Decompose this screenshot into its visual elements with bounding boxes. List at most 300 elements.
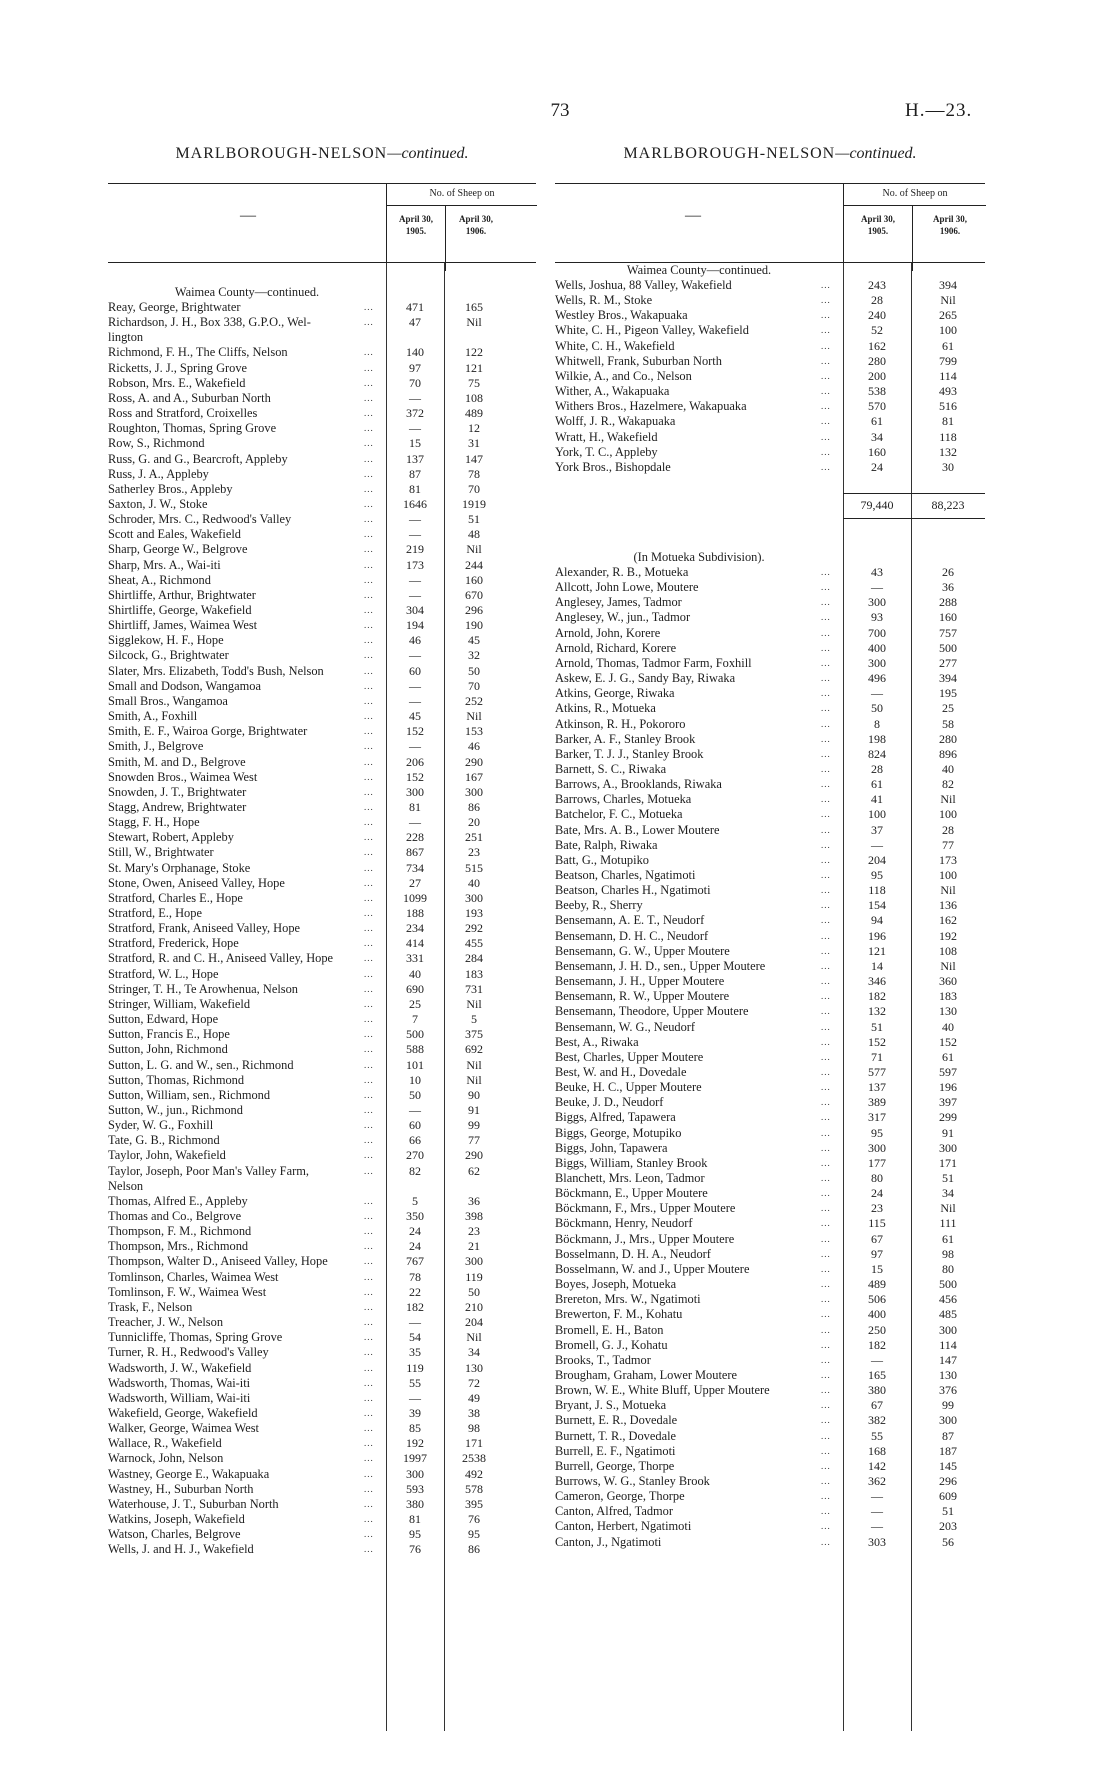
owner-name: Wells, J. and H. J., Wakefield [108,1542,254,1557]
sheep-1906: 119 [465,1269,483,1284]
leader-dots: ... [364,605,374,615]
owner-name: York Bros., Bishopdale [555,459,671,474]
total-1905: 79,440 [860,498,894,512]
owner-name: Bensemann, D. H. C., Neudorf [555,928,709,943]
leader-dots: ... [821,779,831,790]
sheep-1906: 51 [468,512,480,527]
sheep-1906: 38 [468,1405,480,1420]
owner-name: Sutton, W., jun., Richmond [108,1102,243,1117]
owner-name: Watkins, Joseph, Wakefield [108,1512,245,1526]
sheep-1906: 132 [939,444,957,459]
sheep-1905: 5 [412,1193,418,1208]
leader-dots: ... [364,1453,374,1464]
table-row [108,467,504,482]
leader-dots: ... [821,763,831,774]
leader-dots: ... [821,809,831,820]
owner-name: Arnold, John, Korere [555,625,661,640]
sheep-1905: 118 [868,883,886,898]
table-row [108,1512,504,1527]
table-row [555,1156,985,1171]
sheep-1906: 167 [465,769,483,784]
owner-name: Stringer, T. H., Te Arowhenua, Nelson [108,981,298,996]
leader-dots: ... [364,589,374,600]
sheep-1906: 86 [468,1542,480,1557]
owner-name: Wells, Joshua, 88 Valley, Wakefield [555,278,732,292]
sheep-1905: — [409,421,421,436]
sheep-1905: 140 [406,345,424,360]
leader-dots: ... [821,1263,831,1274]
table-row [555,1323,985,1338]
leader-dots: ... [364,1498,374,1509]
owner-name: Syder, W. G., Foxhill [108,1118,214,1133]
leader-dots: ... [821,1294,831,1305]
owner-name: White, C. H., Pigeon Valley, Wakefield [555,323,749,338]
sheep-1905: — [871,1489,883,1504]
table-row [108,1088,504,1103]
table-row [555,701,985,716]
owner-name: Small and Dodson, Wangamoa [108,678,261,693]
owner-name: Stagg, F. H., Hope [108,815,200,830]
sheep-1906: Nil [940,293,956,308]
leader-dots: ... [364,1301,374,1312]
sheep-1906: 86 [468,799,480,814]
sheep-1905: 577 [868,1064,886,1079]
owner-name: Batt, G., Motupiko [555,852,649,867]
sheep-1905: 303 [868,1534,886,1549]
leader-dots: ... [364,438,374,449]
leader-dots: ... [364,1104,374,1115]
sheep-1906: 36 [468,1193,480,1208]
table-row [555,641,985,656]
table-row [108,1164,504,1179]
owner-name: St. Mary's Orphanage, Stoke [108,860,251,875]
leader-dots: ... [821,1066,831,1077]
owner-name: Wratt, H., Wakefield [555,429,658,444]
left-title-main: MARLBOROUGH-NELSON [175,145,388,162]
sheep-1905: 588 [406,1042,424,1057]
sheep-1905: 372 [406,406,424,421]
table-row [555,1459,985,1474]
col-1906-label-2: 1906. [939,226,961,236]
owner-name: Turner, R. H., Redwood's Valley [108,1345,269,1360]
leader-dots: ... [821,1006,831,1017]
header-rule-bottom [108,262,536,263]
owner-name: Silcock, G., Brightwater [108,648,229,663]
leader-dots: ... [821,854,831,865]
sheep-1906: 395 [465,1496,483,1511]
table-row [555,1095,985,1110]
table-row [108,452,504,467]
table-row [555,807,985,822]
owner-name: Böckmann, F., Mrs., Upper Moutere [555,1201,736,1216]
table-row [108,709,504,724]
sheep-1905: 198 [868,731,886,746]
sheep-1905: 7 [412,1012,418,1027]
sheep-1905: 100 [868,807,886,822]
sheep-1906: 130 [939,1367,957,1382]
table-row [555,913,985,928]
sheep-1905: 867 [406,845,424,860]
sheep-1906: 40 [942,761,954,776]
sheep-1905: 204 [868,852,886,867]
table-row [555,354,985,369]
sheep-1905: 270 [406,1148,424,1163]
sheep-1906: Nil [466,1072,482,1087]
sheep-1906: 288 [939,595,957,610]
sheep-1905: 538 [868,384,886,399]
sheep-1905: 60 [409,1118,421,1133]
leader-dots: ... [821,1339,831,1350]
owner-name: Bensemann, J. H., Upper Moutere [555,974,725,989]
leader-dots: ... [821,733,831,744]
table-row [108,951,504,966]
sheep-1905: 194 [406,618,424,633]
table-row [555,1201,985,1216]
owner-name: Burnett, E. R., Dovedale [555,1413,678,1428]
leader-dots: ... [364,1211,374,1221]
leader-dots: ... [821,673,831,684]
sheep-1905: 27 [409,875,421,890]
table-row [108,376,504,391]
sheep-1905: — [871,837,883,852]
leader-dots: ... [821,1173,831,1183]
sheep-1906: 203 [939,1519,957,1534]
leader-dots: ... [364,347,374,358]
owner-name: Bryant, J. S., Motueka [555,1398,667,1413]
sheep-1905: 60 [409,663,421,678]
table-row [555,399,985,414]
sheep-1906: 34 [942,1186,954,1201]
sheep-1905: 1997 [403,1451,427,1466]
owner-name: Whitwell, Frank, Suburban North [555,353,722,368]
leader-dots: ... [821,597,831,608]
owner-name: Anglesey, W., jun., Tadmor [555,610,691,625]
owner-name: Sutton, Francis E., Hope [108,1027,230,1042]
table-row [555,883,985,898]
sheep-1906: 72 [468,1375,480,1390]
sheep-1906: 136 [939,898,957,913]
owner-name: Beuke, J. D., Neudorf [555,1095,664,1110]
sheep-1906: 32 [468,648,480,663]
sheep-1905: 14 [871,958,883,973]
leader-dots: ... [364,665,374,676]
owner-name: Beeby, R., Sherry [555,898,643,913]
owner-name: Withers Bros., Hazelmere, Wakapuaka [555,399,747,414]
sheep-1906: 597 [939,1064,957,1079]
leader-dots: ... [821,657,831,668]
table-row [555,656,985,671]
sheep-1906: 193 [465,906,483,920]
sheep-1905: 43 [871,565,883,579]
sheep-1905: 78 [409,1269,421,1284]
sheep-1906: 21 [468,1239,480,1254]
owner-name: Wither, A., Wakapuaka [555,384,670,399]
sheep-1906: 108 [939,943,957,958]
table-row [108,770,504,785]
owner-name: Shirtliff, James, Waimea West [108,618,258,633]
sheep-1906: 77 [942,837,954,852]
owner-name: Böckmann, E., Upper Moutere [555,1186,708,1201]
sheep-1906: Nil [940,792,956,807]
table-row [555,1080,985,1095]
table-row [108,1179,504,1194]
sheep-1905: 700 [868,625,886,640]
owner-name: Biggs, William, Stanley Brook [555,1155,708,1170]
leader-dots: ... [821,1082,831,1093]
sheep-1906: 296 [465,603,483,617]
sheep-1906: 187 [939,1443,957,1458]
table-row [108,724,504,739]
owner-name: Burnett, T. R., Dovedale [555,1428,677,1443]
left-title-suffix: —continued. [387,145,469,162]
table-row [108,891,504,906]
table-row [555,278,985,293]
sheep-1905: 25 [409,996,421,1011]
sheep-1905: 50 [871,701,883,716]
sheep-1906: 50 [468,1284,480,1299]
sheep-1905: — [409,815,421,830]
table-row [108,542,504,557]
owner-name: Bensemann, G. W., Upper Moutere [555,943,730,958]
sheep-1906: 147 [939,1352,957,1367]
sheep-1905: 690 [406,981,424,996]
sheep-1905: 168 [868,1443,886,1458]
table-row [108,1421,504,1436]
sheep-1906: 46 [468,739,480,754]
sheep-1906: 61 [942,1049,954,1064]
leader-dots: ... [364,362,374,373]
owner-name: Canton, J., Ngatimoti [555,1534,662,1549]
sheep-1905: 346 [868,974,886,989]
sheep-1905: 95 [871,868,883,882]
table-row [108,406,504,421]
sheep-1906: 58 [942,716,954,731]
sheep-count-group [843,183,986,263]
sheep-1906: 290 [465,754,483,769]
sheep-1906: Nil [466,996,482,1011]
table-row [555,1171,985,1186]
sheep-1906: 99 [942,1398,954,1413]
owner-name: Wastney, H., Suburban North [108,1481,254,1496]
left-table-header [108,183,536,263]
sheep-1906: 609 [939,1489,957,1504]
owner-name: Trask, F., Nelson [108,1299,193,1314]
leader-dots: ... [821,567,831,577]
table-row [555,369,985,384]
sheep-1905: 362 [868,1474,886,1488]
sheep-1905: 97 [871,1246,883,1261]
owner-name: Barker, T. J. J., Stanley Brook [555,746,704,761]
owner-name: Small Bros., Wangamoa [108,693,228,708]
owner-name: Ross and Stratford, Croixelles [108,406,258,421]
owner-name: Beatson, Charles H., Ngatimoti [555,883,711,898]
sheep-1906: 130 [465,1360,483,1375]
leader-dots: ... [364,1423,374,1434]
table-row [555,1535,985,1550]
table-row [108,755,504,770]
table-row [555,1186,985,1201]
sheep-1906: 204 [465,1315,483,1330]
sheep-1906: 284 [465,951,483,966]
owner-name: Sutton, L. G. and W., sen., Richmond [108,1057,294,1072]
owner-name: Smith, A., Foxhill [108,709,198,724]
sheep-1906: 20 [468,815,480,830]
owner-name: White, C. H., Wakefield [555,338,675,353]
sheep-1905: 173 [406,557,424,572]
sheep-1905: 101 [406,1057,424,1072]
sheep-1905: 240 [868,308,886,323]
owner-name: Anglesey, James, Tadmor [555,595,682,610]
sheep-1906: 252 [465,693,483,708]
table-row [555,989,985,1004]
owner-name: Stringer, William, Wakefield [108,996,251,1011]
leader-dots: ... [364,1286,374,1297]
leader-dots: ... [364,1362,374,1373]
owner-name: Blanchett, Mrs. Leon, Tadmor [555,1171,705,1185]
owner-name: Alexander, R. B., Motueka [555,565,689,579]
right-title-main: MARLBOROUGH-NELSON [623,145,836,162]
leader-dots: ... [364,574,374,585]
table-row [108,497,504,512]
leader-dots: ... [364,741,374,752]
sheep-1906: Nil [466,1057,482,1072]
leader-dots: ... [821,1188,831,1199]
table-row [555,762,985,777]
sheep-1906: 91 [942,1125,954,1140]
table-row [555,1338,985,1353]
owner-name: Bensemann, Theodore, Upper Moutere [555,1004,749,1019]
sheep-1905: 300 [406,1466,424,1481]
leader-dots: ... [364,1271,374,1282]
sheep-1906: 375 [465,1027,483,1042]
owner-name: Sutton, William, sen., Richmond [108,1087,271,1102]
leader-dots: ... [821,1369,831,1380]
sheep-1905: 95 [409,1527,421,1542]
leader-dots: ... [821,885,831,896]
leader-dots: ... [364,953,374,964]
leader-dots: ... [821,355,831,366]
owner-name: Bate, Mrs. A. B., Lower Moutere [555,822,720,837]
leader-dots: ... [364,1347,374,1358]
sheep-1905: — [871,580,883,595]
leader-dots: ... [364,1014,374,1025]
table-row [108,906,504,921]
owner-name: Biggs, George, Motupiko [555,1125,682,1140]
sheep-1905: 1099 [403,890,427,905]
leader-dots: ... [821,945,831,956]
sheep-1906: Nil [466,1330,482,1345]
sheep-1906: 394 [939,671,957,686]
sheep-1906: Nil [466,315,482,330]
owner-name: Atkins, R., Motueka [555,701,656,716]
sheep-1905: 380 [868,1383,886,1398]
table-row [555,1398,985,1413]
table-row [555,792,985,807]
owner-name: Russ, G. and G., Bearcroft, Appleby [108,451,288,466]
leader-dots: ... [821,1097,831,1108]
table-row [555,1020,985,1035]
sheep-1906: 300 [465,784,483,799]
table-row [108,815,504,830]
owner-name: Askew, E. J. G., Sandy Bay, Riwaka [555,671,736,686]
table-row [108,1148,504,1163]
sheep-1905: 34 [871,429,883,444]
owner-name: Satherley Bros., Appleby [108,481,233,496]
sheep-1905: — [409,678,421,693]
table-row [108,1012,504,1027]
sheep-1905: 81 [409,1512,421,1526]
sheep-1905: 55 [409,1375,421,1390]
sheep-1905: — [409,739,421,754]
sheep-1906: 165 [465,300,483,314]
table-row [555,414,985,429]
table-row [108,1436,504,1451]
table-row [108,1285,504,1300]
owner-name: Wells, R. M., Stoke [555,293,653,308]
owner-name: Thompson, Walter D., Aniseed Valley, Hope [108,1254,328,1269]
sheep-1906: 130 [939,1004,957,1019]
sheep-1906: 394 [939,278,957,292]
table-row [555,1307,985,1322]
leader-dots: ... [364,998,374,1009]
sheep-1905: — [409,512,421,527]
sheep-1905: 152 [406,724,424,739]
table-row [555,898,985,913]
sheep-1905: 94 [871,913,883,928]
sheep-1906: 100 [939,323,957,338]
table-row [555,853,985,868]
leader-dots: ... [364,468,374,479]
sheep-1905: 39 [409,1405,421,1420]
owner-name: Barker, A. F., Stanley Brook [555,731,696,746]
sheep-1906: 500 [939,1277,957,1292]
table-row [555,929,985,944]
table-row [555,1519,985,1534]
owner-name: Sharp, Mrs. A., Wai-iti [108,557,221,572]
sheep-1906: 12 [468,421,480,436]
sheep-1906: Nil [466,709,482,724]
sheep-1905: 93 [871,610,883,625]
leader-dots: ... [364,1514,374,1524]
sheep-1906: 49 [468,1390,480,1405]
sheep-1905: 471 [406,300,424,314]
sheep-1906: 81 [942,414,954,429]
owner-name: Sigglekow, H. F., Hope [108,633,224,648]
table-row [555,1429,985,1444]
owner-name: Brooks, T., Tadmor [555,1352,651,1367]
table-row [555,1050,985,1065]
owner-name: Smith, M. and D., Belgrove [108,754,246,769]
sheep-1905: 496 [868,671,886,686]
table-row [555,595,985,610]
sheep-1906: 5 [471,1012,477,1027]
owner-name: Schroder, Mrs. C., Redwood's Valley [108,512,292,527]
owner-name: Brown, W. E., White Bluff, Upper Moutere [555,1383,770,1398]
table-row [555,944,985,959]
sheep-1905: — [409,572,421,587]
leader-dots: ... [364,1377,374,1388]
leader-dots: ... [821,688,831,699]
sheep-1905: 400 [868,640,886,655]
table-row [108,1224,504,1239]
leader-dots: ... [821,824,831,835]
sheep-1906: 50 [468,663,480,678]
owner-name: Allcott, John Lowe, Moutere [555,580,699,595]
leader-dots: ... [821,1445,831,1456]
sheep-1905: 506 [868,1292,886,1307]
leader-dots: ... [821,401,831,412]
leader-dots: ... [364,650,374,661]
